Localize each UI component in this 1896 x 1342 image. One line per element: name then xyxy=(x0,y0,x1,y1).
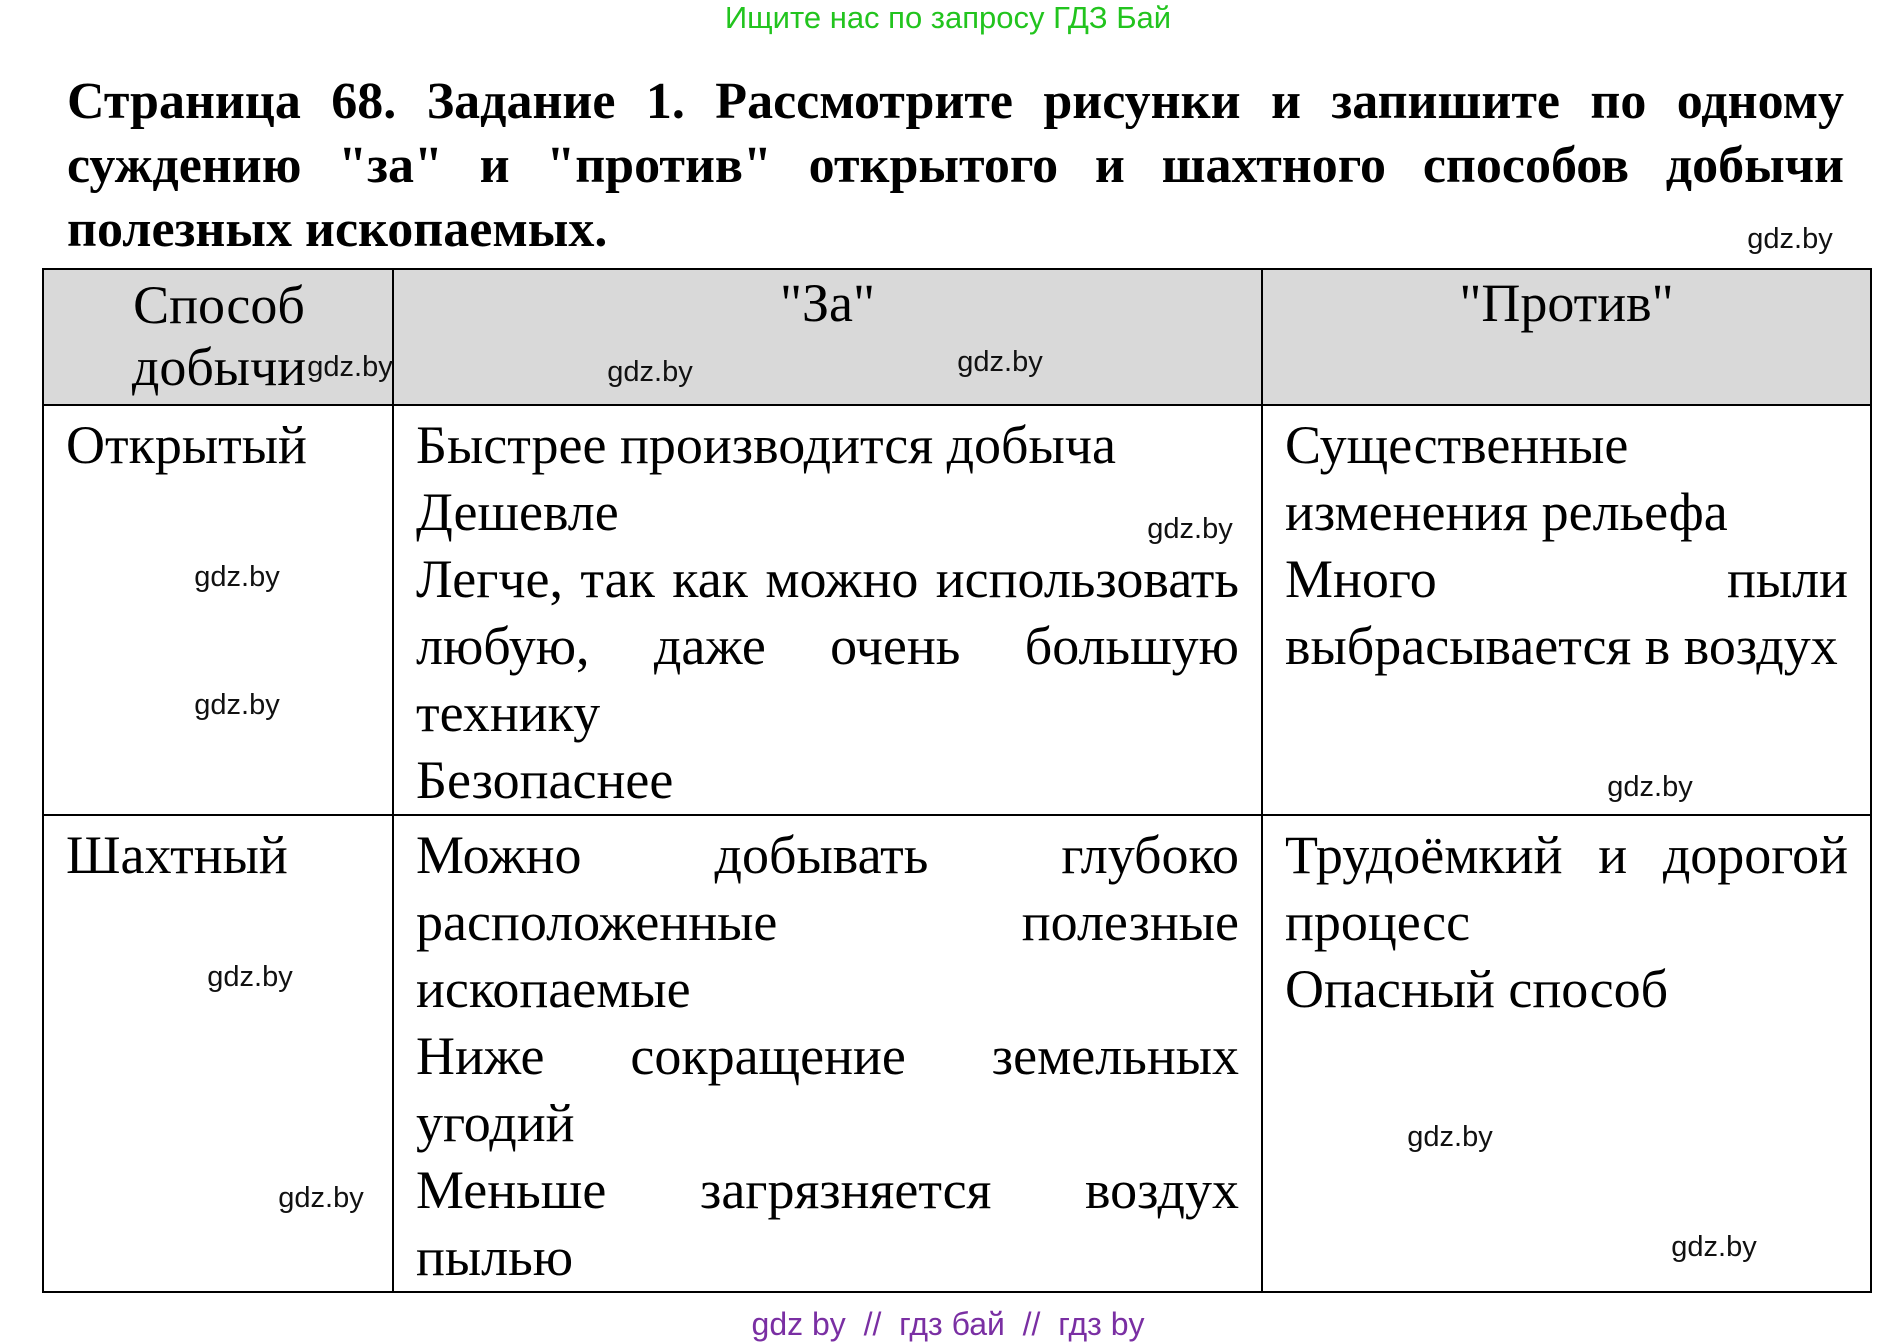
method-cell: Шахтный xyxy=(43,815,393,1292)
watermark: gdz.by xyxy=(278,1182,364,1214)
answer-table xyxy=(42,268,1872,1293)
watermark: gdz.by xyxy=(307,351,393,383)
watermark: gdz.by xyxy=(194,561,280,593)
pro-item: Меньше загрязняется воздух пылью xyxy=(416,1160,1239,1287)
pro-item: Дешевле xyxy=(416,482,619,542)
watermark: gdz.by xyxy=(207,961,293,993)
con-item: Трудоёмкий и дорогой процесс xyxy=(1285,825,1848,952)
pros-cell xyxy=(393,405,1262,815)
pro-item: Можно добывать глубоко расположенные полезные ископаемые xyxy=(416,825,1239,1019)
method-cell: Открытый xyxy=(43,405,393,815)
watermark: gdz.by xyxy=(957,346,1043,378)
con-item: Много пыли выбрасывается в воздух xyxy=(1285,549,1848,676)
pro-item: Ниже сокращение земельных угодий xyxy=(416,1026,1239,1153)
header-pros: "За" xyxy=(393,269,1262,405)
watermark: gdz.by xyxy=(607,356,693,388)
top-banner[interactable]: Ищите нас по запросу ГДЗ Бай xyxy=(724,0,1172,35)
table-header-row xyxy=(43,269,1871,405)
pros-cell xyxy=(393,815,1262,1292)
header-cons: "Против" xyxy=(1262,269,1871,405)
pro-item: Безопаснее xyxy=(416,750,674,810)
con-item: Опасный способ xyxy=(1285,959,1669,1019)
header-method-label: Способ добычи xyxy=(131,275,307,397)
pro-item: Легче, так как можно использовать любую, даже очень большую технику xyxy=(416,549,1239,743)
footer-links[interactable]: gdz by // гдз бай // гдз by xyxy=(751,1306,1145,1342)
cons-cell xyxy=(1262,405,1871,815)
watermark: gdz.by xyxy=(1747,223,1833,255)
con-item: Существенные изменения рельефа xyxy=(1285,415,1728,542)
pro-item: Быстрее производится добыча xyxy=(416,415,1116,475)
watermark: gdz.by xyxy=(1607,771,1693,803)
watermark: gdz.by xyxy=(1147,513,1233,545)
watermark: gdz.by xyxy=(1407,1121,1493,1153)
watermark: gdz.by xyxy=(1671,1231,1757,1263)
cons-cell xyxy=(1262,815,1871,1292)
header-method xyxy=(43,269,393,405)
table-row xyxy=(43,815,1871,1292)
watermark: gdz.by xyxy=(194,689,280,721)
task-title: Страница 68. Задание 1. Рассмотрите рисунки и запишите по одному суждению "за" и "против" открытого и шахтного способов добычи полезных ископаемых. xyxy=(67,73,1844,258)
table-row xyxy=(43,405,1871,815)
